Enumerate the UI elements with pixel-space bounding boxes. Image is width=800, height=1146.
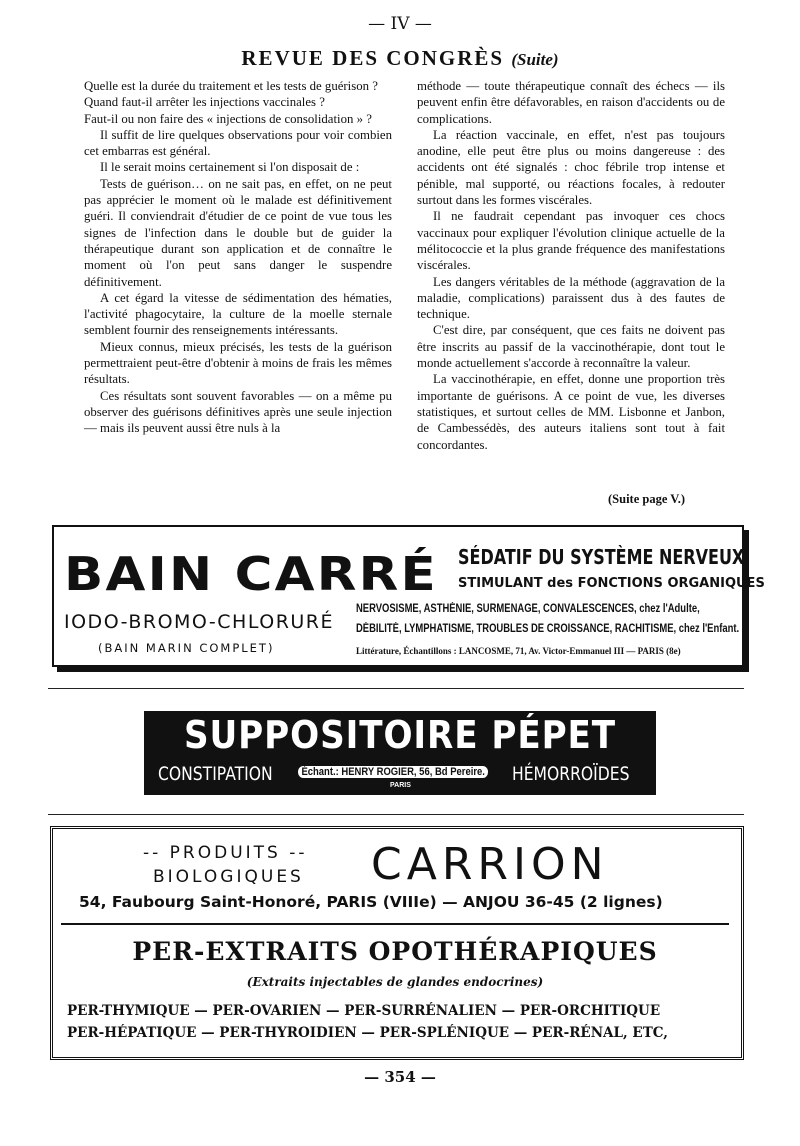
ad-bain-carre — [52, 525, 765, 667]
paragraph: méthode — toute thérapeutique connaît des échecs — ils peuvent enfin être défavorables, en raison d'accidents ou de complications. — [417, 79, 725, 126]
paragraph: La réaction vaccinale, en effet, n'est pas toujours anodine, elle peut être plus ou moins dangereuse : des accidents ont été signalés : choc fébrile trop intense et pénible, mal supporté, ou réactions focales, à redouter surtout dans les formes viscérales. — [417, 127, 725, 208]
pepet-indication-left: CONSTIPATION — [158, 763, 273, 785]
carrion-brand: CARRION — [371, 839, 609, 890]
article-column-left — [84, 78, 392, 437]
paragraph: Il ne faudrait cependant pas invoquer ces chocs vaccinaux pour expliquer l'évolution clinique actuelle de la mélitococcie et la plus grande fréquence des manifestations viscérales. — [417, 209, 725, 273]
paragraph: Les dangers véritables de la méthode (aggravation de la maladie, complications) paraissent dus à des fautes de technique. — [417, 274, 725, 322]
carrion-divider — [61, 923, 729, 925]
roman-page-number: — IV — — [368, 14, 432, 34]
page-number: — 354 — — [364, 1068, 436, 1086]
bain-carre-brand: BAIN CARRÉ — [64, 547, 438, 601]
bain-carre-tagline-1: SÉDATIF DU SYSTÈME NERVEUX — [458, 545, 745, 569]
paragraph: Tests de guérison… on ne sait pas, en effet, on ne peut pas apprécier le moment où le malade est définitivement guéri. Il conviendrait d'étudier de ce point de vue tous les signes de l'infection dans le double but de guider la thérapeutique durant son application et de connaître le moment où l'on peut sans danger le suspendre définitivement. — [84, 176, 392, 289]
paragraph: Faut-il ou non faire des « injections de consolidation » ? — [84, 111, 372, 126]
bain-carre-tagline-2: STIMULANT des FONCTIONS ORGANIQUES — [458, 576, 765, 591]
paragraph: Il suffit de lire quelques observations pour voir combien cet embarras est général. — [84, 127, 392, 159]
continued-note: (Suite page V.) — [608, 492, 685, 506]
paragraph: C'est dire, par conséquent, que ces faits ne doivent pas être inscrits au passif de la vaccinothérapie, dont tout le monde actuellement s'accorde à reconnaître la valeur. — [417, 323, 725, 371]
pepet-brand: SUPPOSITOIRE PÉPET — [183, 713, 617, 757]
paragraph: A cet égard la vitesse de sédimentation des hématies, l'activité phagocytaire, la culture de la moelle sternale semblent fournir des renseignements intéressants. — [84, 290, 392, 338]
divider — [48, 814, 744, 815]
pepet-indication-right: HÉMORROÏDES — [512, 763, 630, 785]
bain-carre-contact: Littérature, Échantillons : LANCOSME, 71, Av. Victor-Emmanuel III — PARIS (8e) — [356, 646, 681, 656]
bain-carre-indications-child: DÉBILITÉ, LYMPHATISME, TROUBLES DE CROISSANCE, RACHITISME, chez l'Enfant. — [356, 623, 740, 635]
section-title-text: REVUE DES CONGRÈS — [241, 46, 505, 70]
paragraph: Quand faut-il arrêter les injections vaccinales ? — [84, 95, 325, 110]
pepet-sample-address: Échant.: HENRY ROGIER, 56, Bd Pereire. — [298, 766, 488, 778]
carrion-product-list-2: PER-HÉPATIQUE — PER-THYROIDIEN — PER-SPLÉNIQUE — PER-RÉNAL, ETC, — [67, 1025, 668, 1041]
paragraph: Ces résultats sont souvent favorables — on a même pu observer des guérisons définitives après une seule injection — mais ils peuvent aussi être nuls à la — [84, 388, 392, 436]
carrion-produits: -- PRODUITS -- — [143, 843, 308, 863]
carrion-subhead: (Extraits injectables de glandes endocrines) — [246, 975, 544, 989]
carrion-headline: PER-EXTRAITS OPOTHÉRAPIQUES — [132, 937, 658, 966]
carrion-address: 54, Faubourg Saint-Honoré, PARIS (VIIIe) — ANJOU 36-45 (2 lignes) — [79, 893, 663, 911]
carrion-biologiques: BIOLOGIQUES — [153, 867, 304, 887]
section-title-suite: (Suite) — [511, 50, 559, 69]
carrion-product-list-1: PER-THYMIQUE — PER-OVARIEN — PER-SURRÉNALIEN — PER-ORCHITIQUE — [67, 1003, 661, 1019]
paragraph: Quelle est la durée du traitement et les tests de guérison ? — [84, 79, 378, 93]
paragraph: La vaccinothérapie, en effet, donne une proportion très importante de guérisons. A ce point de vue, les diverses statistiques, et surtout celles de MM. Lisbonne et Janbon, de Cambessédès, des auteurs italiens sont tout à fait concordantes. — [417, 372, 725, 452]
paragraph: Il le serait moins certainement si l'on disposait de : — [100, 160, 360, 175]
bain-carre-indications-adult: NERVOSISME, ASTHÉNIE, SURMENAGE, CONVALESCENCES, chez l'Adulte, — [356, 603, 700, 615]
ad-carrion — [50, 826, 744, 1060]
divider — [48, 688, 744, 689]
bain-carre-subtitle: IODO-BROMO-CHLORURÉ — [64, 611, 335, 633]
pepet-city: PARIS — [390, 782, 411, 789]
ad-suppositoire-pepet — [144, 711, 656, 795]
section-title — [0, 46, 800, 71]
paragraph: Mieux connus, mieux précisés, les tests de la guérison permettraient peut-être d'obtenir à moins de frais les mêmes résultats. — [84, 339, 392, 387]
article-column-right — [417, 78, 725, 453]
bain-carre-note: (BAIN MARIN COMPLET) — [98, 641, 275, 655]
